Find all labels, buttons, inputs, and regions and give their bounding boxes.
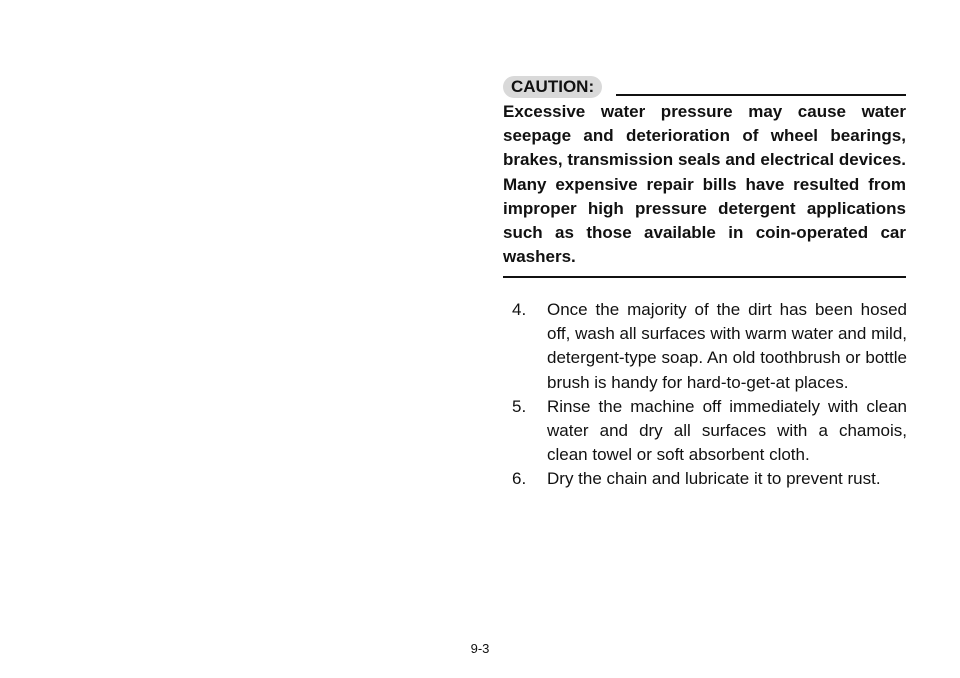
page-number: 9-3 (470, 641, 490, 656)
caution-bottom-rule (503, 276, 906, 278)
step-number: 6. (512, 469, 527, 489)
caution-label: CAUTION: (503, 76, 602, 98)
step-number: 4. (512, 300, 527, 319)
step-text: Rinse the machine off immediately with clean water and dry all surfaces with a chamois, clean towel or soft absorbent cloth. (547, 396, 907, 465)
step-item (512, 467, 907, 491)
caution-top-rule (616, 94, 906, 96)
step-item (512, 298, 907, 395)
step-item (512, 395, 907, 468)
step-number: 5. (512, 396, 527, 416)
step-text: Dry the chain and lubricate it to prevent rust. (547, 469, 881, 489)
step-list (512, 298, 907, 492)
caution-header (503, 74, 906, 98)
step-text: Once the majority of the dirt has been hosed off, wash all surfaces with warm water and mild, detergent-type soap. An old toothbrush or bottle brush is handy for hard-to-get-at places. (547, 300, 907, 392)
caution-text: Excessive water pressure may cause water seepage and deterioration of wheel bearings, brakes, transmission seals and electrical devices. Many expensive repair bills have resulted from improper high pressure detergent applications such as those available in coin-operated car washers. (503, 102, 906, 267)
